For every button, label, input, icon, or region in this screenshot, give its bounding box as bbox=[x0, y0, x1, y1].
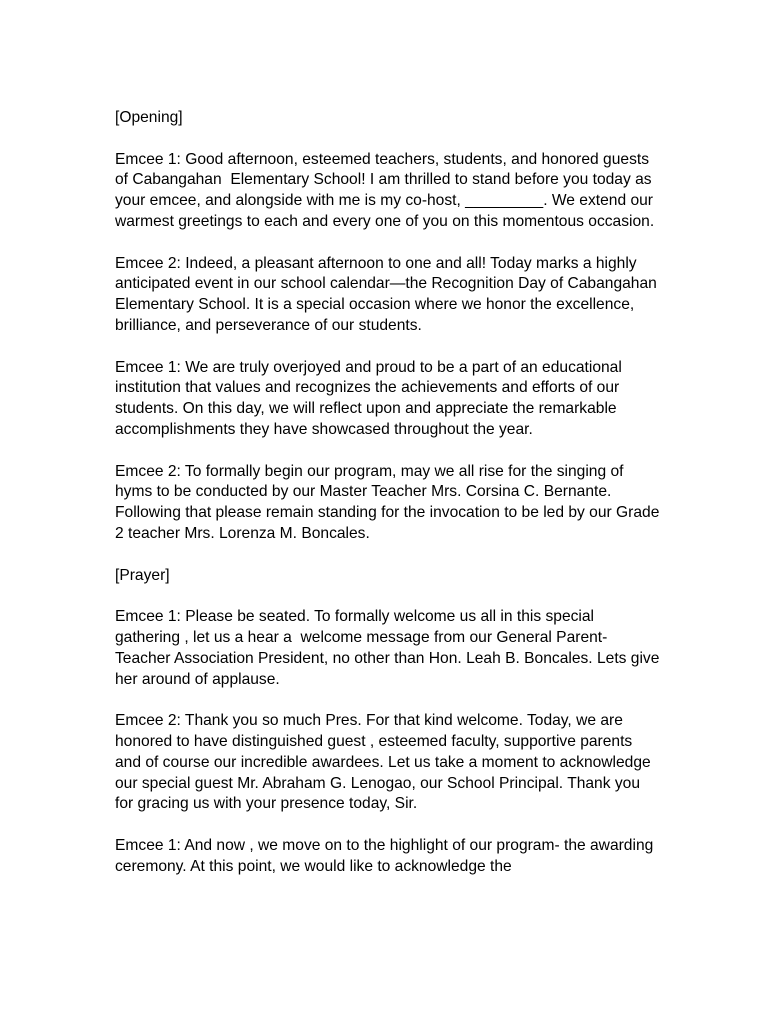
section-heading-opening: [Opening] bbox=[115, 109, 183, 126]
section-heading-prayer: [Prayer] bbox=[115, 566, 170, 584]
paragraph-emcee2-program-start: Emcee 2: To formally begin our program, may we all rise for the singing of hyms to be conducted by our Master Teacher Mrs. Corsina C. Bernante. Following that please remain standing for the invocation to be led by our Grade 2 teacher Mrs. Lorenza M. Boncales. bbox=[115, 462, 664, 542]
paragraph-emcee1-welcome: Emcee 1: Please be seated. To formally welcome us all in this special gathering , let us a hear a welcome message from our General Parent-Teacher Association President, no other than Hon. Leah B. Boncales. Lets give her around of applause. bbox=[115, 608, 664, 688]
paragraph-emcee2-recognition-day: Emcee 2: Indeed, a pleasant afternoon to one and all! Today marks a highly anticipated event in our school calendar—the Recognition Day of Cabangahan Elementary School. It is a special occasion where we honor the excellence, brilliance, and perseverance of our students. bbox=[115, 254, 662, 334]
document-body bbox=[115, 108, 664, 898]
paragraph-emcee1-overjoyed: Emcee 1: We are truly overjoyed and proud to be a part of an educational institution that values and recognizes the achievements and efforts of our students. On this day, we will reflect upon and appreciate the remarkable accomplishments they have showcased throughout the year. bbox=[115, 358, 627, 438]
paragraph-emcee1-awarding: Emcee 1: And now , we move on to the highlight of our program- the awarding ceremony. At this point, we would like to acknowledge the bbox=[115, 836, 658, 875]
paragraph-emcee2-thanks: Emcee 2: Thank you so much Pres. For that kind welcome. Today, we are honored to have distinguished guest , esteemed faculty, supportive parents and of course our incredible awardees. Let us take a moment to acknowledge our special guest Mr. Abraham G. Lenogao, our School Principal. Thank you for gracing us with your presence today, Sir. bbox=[115, 712, 656, 813]
paragraph-emcee1-greeting: Emcee 1: Good afternoon, esteemed teachers, students, and honored guests of Cabangahan Elementary School! I am thrilled to stand before you today as your emcee, and alongside with me is my co-host, _________. We extend our warmest greetings to each and every one of you on this momentous occasion. bbox=[115, 150, 658, 230]
